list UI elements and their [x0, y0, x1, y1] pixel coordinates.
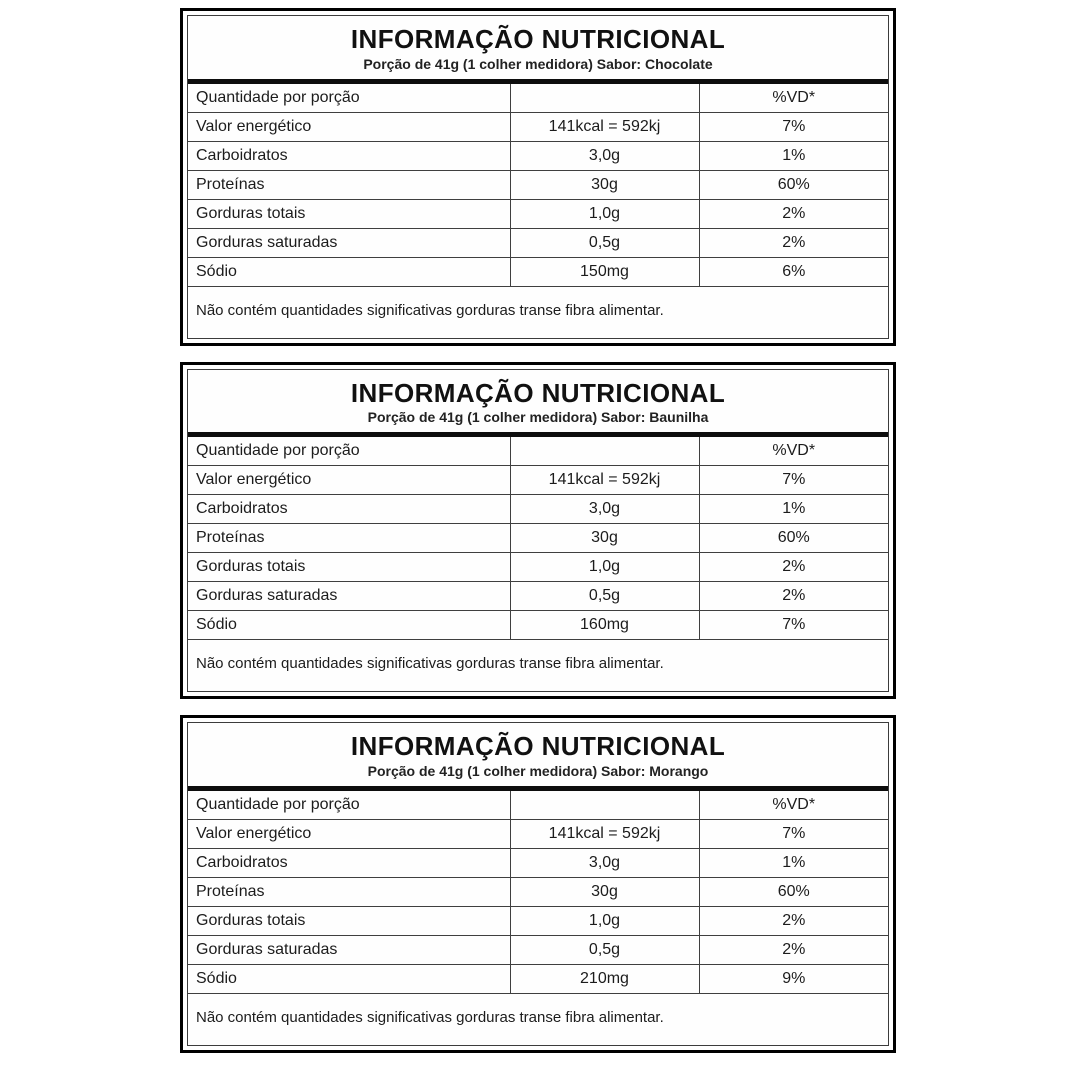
nutrient-name: Proteínas — [188, 170, 510, 199]
nutrient-daily-value: 2% — [699, 199, 888, 228]
nutrient-daily-value: 2% — [699, 228, 888, 257]
nutrient-rows — [188, 466, 888, 640]
nutrition-facts-table — [188, 437, 888, 691]
nutrient-daily-value: 2% — [699, 906, 888, 935]
nutrient-name: Gorduras saturadas — [188, 582, 510, 611]
nutrient-daily-value: 7% — [699, 819, 888, 848]
footnote-text: Não contém quantidades significativas gorduras transe fibra alimentar. — [188, 640, 888, 692]
nutrient-amount: 30g — [510, 170, 699, 199]
footnote-row — [188, 640, 888, 692]
nutrient-row — [188, 582, 888, 611]
nutrient-daily-value: 2% — [699, 582, 888, 611]
nutrient-amount: 3,0g — [510, 848, 699, 877]
table-title: INFORMAÇÃO NUTRICIONAL — [350, 24, 726, 54]
nutrient-row — [188, 495, 888, 524]
nutrient-daily-value: 1% — [699, 495, 888, 524]
nutrient-name: Valor energético — [188, 112, 510, 141]
nutrient-name: Gorduras saturadas — [188, 228, 510, 257]
nutrient-amount: 150mg — [510, 257, 699, 286]
nutrient-name: Carboidratos — [188, 848, 510, 877]
nutrient-amount: 1,0g — [510, 199, 699, 228]
table-subtitle: Porção de 41g (1 colher medidora) Sabor: Morango — [367, 762, 709, 779]
header-vd-label: %VD* — [699, 791, 888, 820]
nutrient-daily-value: 1% — [699, 848, 888, 877]
nutrient-daily-value: 6% — [699, 257, 888, 286]
nutrient-name: Valor energético — [188, 466, 510, 495]
header-vd-label: %VD* — [699, 437, 888, 466]
header-empty-cell — [510, 791, 699, 820]
nutrition-table-baunilha-inner — [187, 369, 889, 693]
header-quantity-label: Quantidade por porção — [188, 791, 510, 820]
nutrient-name: Sódio — [188, 257, 510, 286]
header-empty-cell — [510, 84, 699, 113]
nutrient-amount: 210mg — [510, 964, 699, 993]
nutrient-daily-value: 2% — [699, 553, 888, 582]
nutrient-daily-value: 7% — [699, 611, 888, 640]
header-empty-cell — [510, 437, 699, 466]
nutrient-row — [188, 141, 888, 170]
nutrition-table-chocolate-inner — [187, 15, 889, 339]
nutrient-name: Gorduras saturadas — [188, 935, 510, 964]
nutrient-row — [188, 553, 888, 582]
table-subtitle: Porção de 41g (1 colher medidora) Sabor: Baunilha — [367, 409, 709, 426]
nutrient-rows — [188, 112, 888, 286]
nutrient-name: Proteínas — [188, 524, 510, 553]
nutrient-amount: 1,0g — [510, 553, 699, 582]
nutrition-facts-table — [188, 84, 888, 338]
nutrient-amount: 30g — [510, 524, 699, 553]
nutrient-name: Sódio — [188, 964, 510, 993]
nutrient-row — [188, 257, 888, 286]
footnote-text: Não contém quantidades significativas gorduras transe fibra alimentar. — [188, 286, 888, 338]
nutrient-daily-value: 1% — [699, 141, 888, 170]
nutrient-name: Carboidratos — [188, 141, 510, 170]
nutrient-amount: 141kcal = 592kj — [510, 112, 699, 141]
nutrient-name: Gorduras totais — [188, 199, 510, 228]
nutrition-table-baunilha — [180, 362, 896, 700]
footnote-text: Não contém quantidades significativas gorduras transe fibra alimentar. — [188, 993, 888, 1045]
nutrient-name: Gorduras totais — [188, 906, 510, 935]
header-vd-label: %VD* — [699, 84, 888, 113]
nutrient-row — [188, 964, 888, 993]
nutrient-amount: 141kcal = 592kj — [510, 819, 699, 848]
nutrient-row — [188, 877, 888, 906]
nutrient-row — [188, 906, 888, 935]
footnote-row — [188, 286, 888, 338]
nutrient-amount: 0,5g — [510, 935, 699, 964]
nutrient-row — [188, 935, 888, 964]
nutrient-row — [188, 466, 888, 495]
nutrient-daily-value: 7% — [699, 112, 888, 141]
nutrition-facts-table — [188, 791, 888, 1045]
table-header-row — [188, 437, 888, 466]
nutrient-amount: 141kcal = 592kj — [510, 466, 699, 495]
nutrient-name: Proteínas — [188, 877, 510, 906]
nutrient-daily-value: 7% — [699, 466, 888, 495]
table-title: INFORMAÇÃO NUTRICIONAL — [350, 377, 726, 408]
nutrient-amount: 30g — [510, 877, 699, 906]
nutrient-row — [188, 170, 888, 199]
nutrient-amount: 3,0g — [510, 141, 699, 170]
nutrition-table-morango — [180, 715, 896, 1053]
nutrient-rows — [188, 819, 888, 993]
nutrition-table-chocolate — [180, 8, 896, 346]
nutrient-amount: 0,5g — [510, 228, 699, 257]
nutrient-daily-value: 2% — [699, 935, 888, 964]
nutrient-daily-value: 9% — [699, 964, 888, 993]
nutrient-daily-value: 60% — [699, 877, 888, 906]
nutrient-row — [188, 112, 888, 141]
nutrition-table-morango-inner — [187, 722, 889, 1046]
nutrient-daily-value: 60% — [699, 524, 888, 553]
nutrient-name: Gorduras totais — [188, 553, 510, 582]
nutrient-row — [188, 611, 888, 640]
nutrient-daily-value: 60% — [699, 170, 888, 199]
nutrient-row — [188, 199, 888, 228]
nutrient-row — [188, 524, 888, 553]
header-quantity-label: Quantidade por porção — [188, 84, 510, 113]
nutrient-row — [188, 848, 888, 877]
table-header-row — [188, 84, 888, 113]
nutrient-amount: 1,0g — [510, 906, 699, 935]
nutrient-name: Valor energético — [188, 819, 510, 848]
nutrient-amount: 0,5g — [510, 582, 699, 611]
footnote-row — [188, 993, 888, 1045]
header-quantity-label: Quantidade por porção — [188, 437, 510, 466]
table-header-row — [188, 791, 888, 820]
nutrient-amount: 160mg — [510, 611, 699, 640]
nutrient-row — [188, 228, 888, 257]
nutrient-amount: 3,0g — [510, 495, 699, 524]
nutrient-name: Sódio — [188, 611, 510, 640]
nutrient-row — [188, 819, 888, 848]
table-subtitle: Porção de 41g (1 colher medidora) Sabor: Chocolate — [363, 55, 713, 72]
nutrient-name: Carboidratos — [188, 495, 510, 524]
table-title: INFORMAÇÃO NUTRICIONAL — [350, 731, 726, 762]
